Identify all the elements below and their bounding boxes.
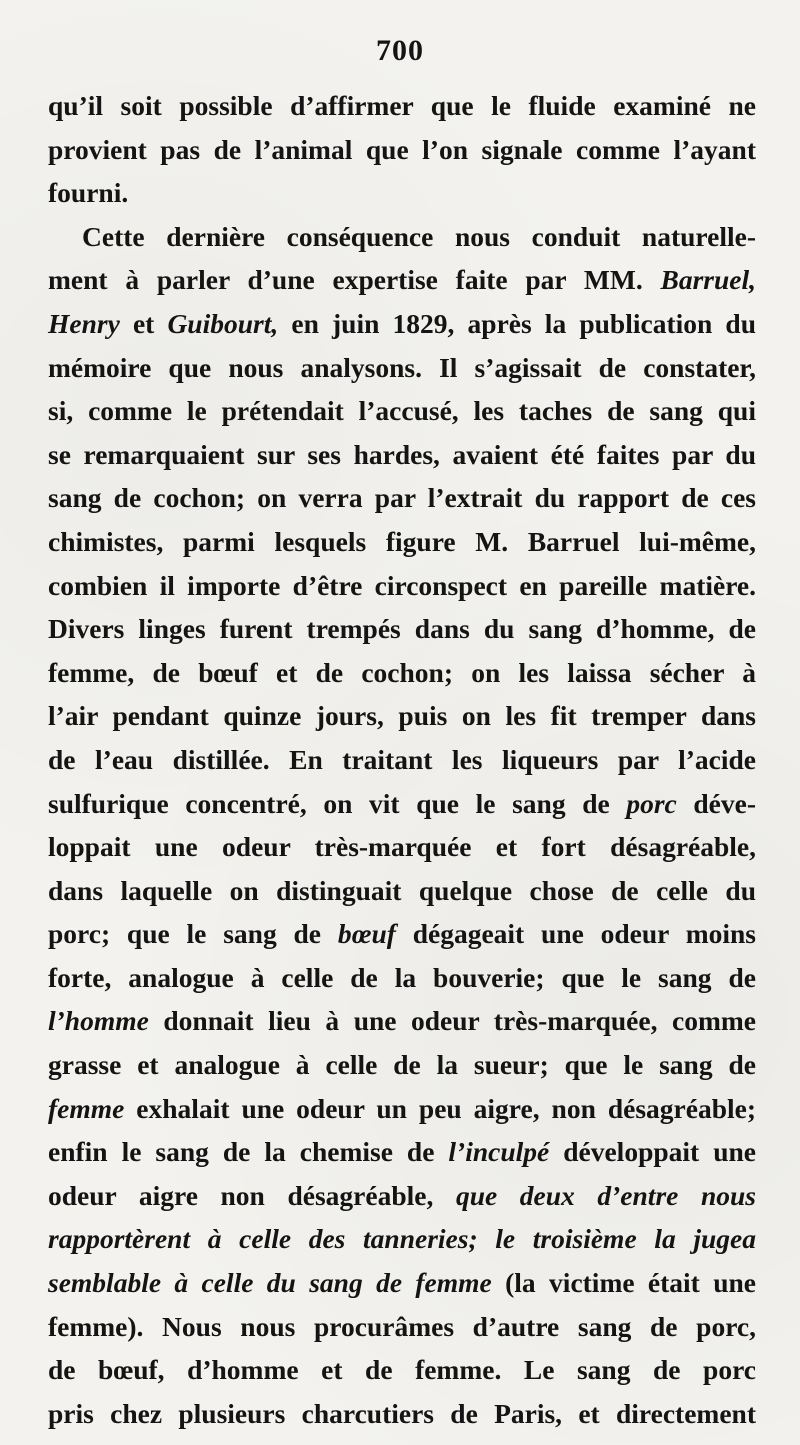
text-line	[48, 1305, 756, 1349]
text-line	[48, 1174, 756, 1218]
text-line	[48, 1392, 756, 1436]
italic-text: Barruel,	[660, 264, 756, 296]
text-run: grasse et analogue à celle de la sueur; que le sang de	[48, 1049, 756, 1081]
text-run: forte, analogue à celle de la bouverie; que le sang de	[48, 961, 756, 993]
text-run: fourni.	[48, 177, 129, 209]
text-line	[48, 999, 756, 1043]
text-line	[48, 128, 756, 172]
text-line	[48, 956, 756, 1000]
text-run: pris chez plusieurs charcutiers de Paris, et directement	[48, 1397, 756, 1429]
text-line	[48, 782, 756, 826]
text-line	[48, 389, 756, 433]
text-line	[48, 1087, 756, 1131]
text-run: de bœuf, d’homme et de femme. Le sang de porc	[48, 1354, 756, 1386]
italic-text: l’homme	[48, 1005, 149, 1037]
text-run: en juin 1829, après la publication du	[278, 307, 756, 339]
text-run: porc; que le sang de	[48, 918, 338, 950]
text-line	[48, 1261, 756, 1305]
italic-text: rapportèrent à celle des tanneries; le troisième la jugea	[48, 1223, 756, 1255]
italic-text: bœuf	[337, 918, 396, 950]
text-line	[48, 433, 756, 477]
text-run: (la victime était une	[491, 1267, 757, 1299]
text-line	[48, 564, 756, 608]
text-run: sang de cochon; on verra par l’extrait du rapport de ces	[48, 482, 756, 514]
text-run: Divers linges furent trempés dans du sang d’homme, de	[48, 613, 756, 645]
text-line	[48, 171, 756, 215]
text-run: exhalait une odeur un peu aigre, non désagréable;	[124, 1092, 756, 1124]
body-text	[48, 84, 756, 1435]
text-run: femme). Nous nous procurâmes d’autre sang de porc,	[48, 1310, 756, 1342]
text-run: femme, de bœuf et de cochon; on les laissa sécher à	[48, 656, 756, 688]
italic-text: semblable à celle du sang de femme	[48, 1267, 492, 1299]
text-line	[48, 346, 756, 390]
text-run: l’air pendant quinze jours, puis on les fit tremper dans	[48, 700, 756, 732]
text-line	[48, 912, 756, 956]
text-run: se remarquaient sur ses hardes, avaient été faites par du	[48, 438, 756, 470]
text-run: développait une	[549, 1136, 756, 1168]
text-line	[48, 738, 756, 782]
text-run: sulfurique concentré, on vit que le sang de	[48, 787, 627, 819]
text-line	[48, 1043, 756, 1087]
text-run: chimistes, parmi lesquels figure M. Barruel lui-même,	[48, 525, 756, 557]
text-run: combien il importe d’être circonspect en pareille matière.	[48, 569, 756, 601]
text-line	[48, 520, 756, 564]
text-run: si, comme le prétendait l’accusé, les taches de sang qui	[48, 395, 756, 427]
italic-text: porc	[626, 787, 677, 819]
text-line	[48, 1217, 756, 1261]
text-line	[48, 302, 756, 346]
text-run: loppait une odeur très-marquée et fort désagréable,	[48, 831, 756, 863]
page-number: 700	[376, 34, 424, 67]
text-line	[48, 215, 756, 259]
italic-text: femme	[48, 1092, 125, 1124]
text-line	[48, 825, 756, 869]
text-line	[48, 651, 756, 695]
italic-text: que deux d’entre nous	[455, 1179, 756, 1211]
text-run: de l’eau distillée. En traitant les liqueurs par l’acide	[48, 743, 756, 775]
text-line	[48, 694, 756, 738]
text-run: qu’il soit possible d’affirmer que le fluide examiné ne	[48, 90, 756, 121]
italic-text: Henry	[48, 307, 120, 339]
text-line	[48, 258, 756, 302]
text-run: dégageait une odeur moins	[395, 918, 756, 950]
text-run: donnait lieu à une odeur très-marquée, comme	[148, 1005, 756, 1037]
text-run: déve-	[676, 787, 757, 819]
text-line	[48, 84, 756, 128]
text-line	[48, 476, 756, 520]
text-run: enfin le sang de la chemise de	[48, 1136, 449, 1168]
text-run: ment à parler d’une expertise faite par MM.	[48, 264, 661, 296]
text-run: dans laquelle on distinguait quelque chose de celle du	[48, 874, 756, 906]
text-run: et	[119, 307, 168, 339]
text-line	[48, 607, 756, 651]
text-run: odeur aigre non désagréable,	[48, 1179, 456, 1211]
text-line	[48, 1348, 756, 1392]
text-line	[48, 1130, 756, 1174]
italic-text: l’inculpé	[448, 1136, 550, 1168]
text-run: provient pas de l’animal que l’on signale comme l’ayant	[48, 133, 756, 165]
text-line	[48, 869, 756, 913]
italic-text: Guibourt,	[167, 307, 279, 339]
text-run: Cette dernière conséquence nous conduit naturelle-	[82, 220, 756, 252]
text-run: mémoire que nous analysons. Il s’agissait de constater,	[48, 351, 756, 383]
